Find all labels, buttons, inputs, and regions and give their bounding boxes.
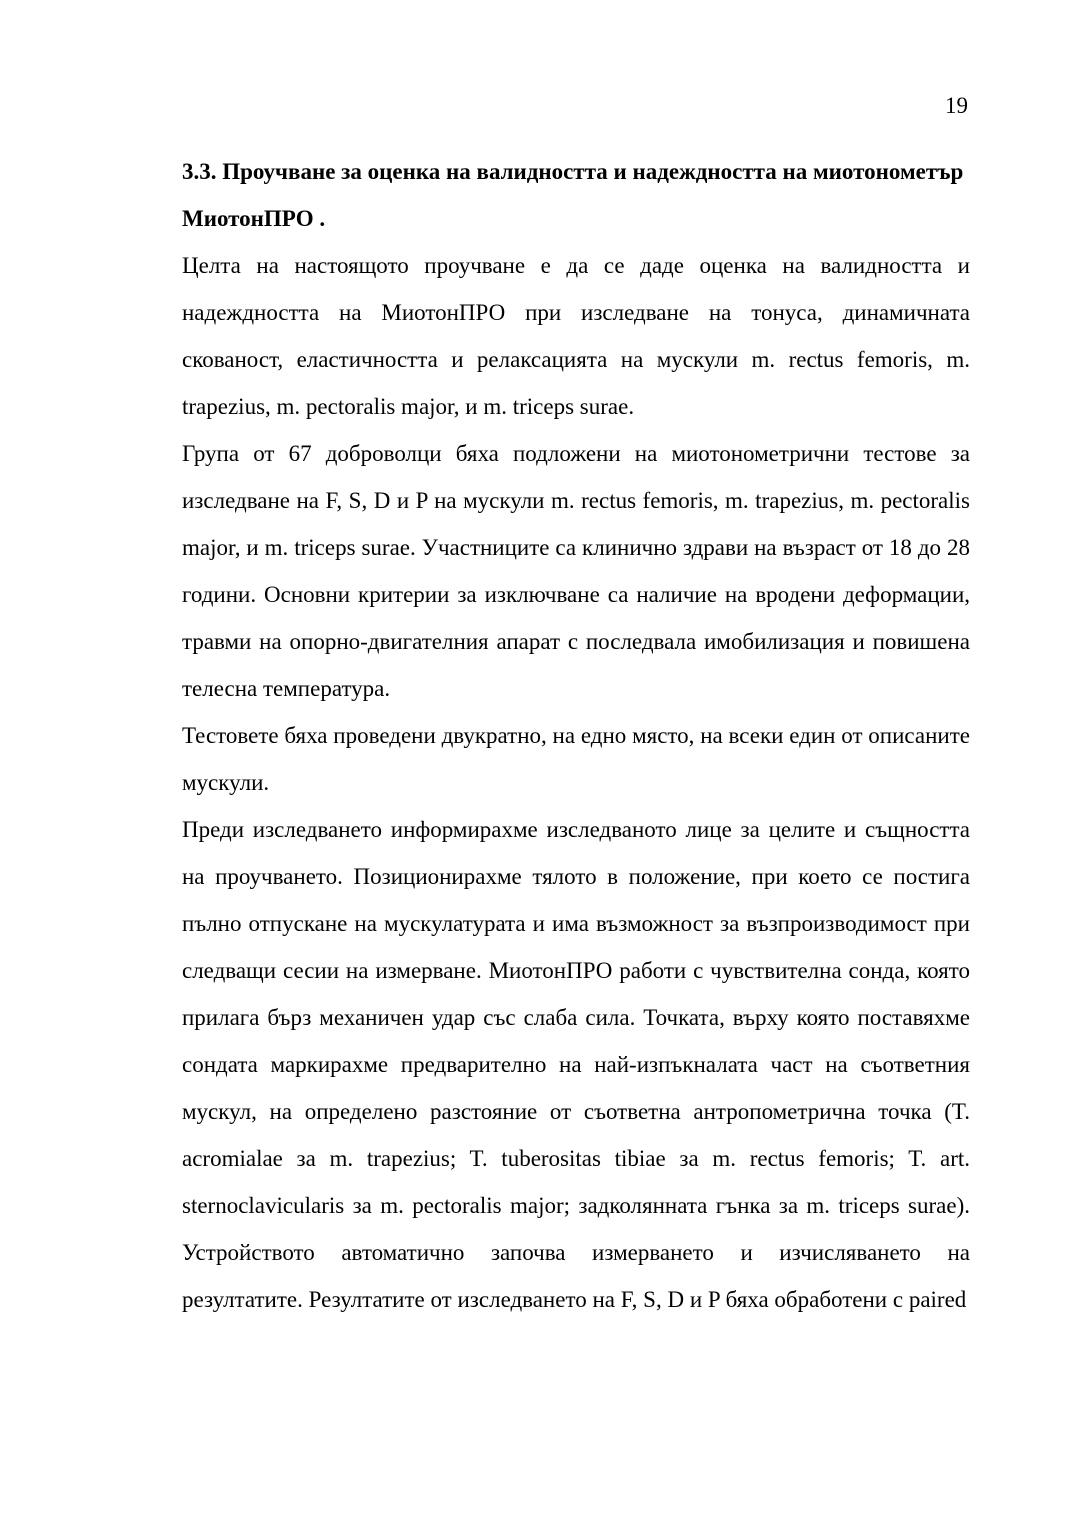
page-number: 19 xyxy=(945,93,968,118)
paragraph-procedure: Преди изследването информирахме изследваното лице за целите и същността на проучването. Позиционирахме тялото в положение, при което се постига пълно отпускане на мускулатурата и има възможност за възпроизводимост при следващи сесии на измерване. МиотонПРО работи с чувствителна сонда, която прилага бърз механичен удар със слаба сила. Точката, върху която поставяхме сондата маркирахме предварително на най-изпъкналата част на съответния мускул, на определено разстояние от съответна антропометрична точка (T. acromialae за m. trapezius; T. tuberositas tibiae за m. rectus femoris; T. art. sternoclavicularis за m. pectoralis major; задколянната гънка за m. triceps surae). Устройството автоматично започва измерването и изчисляването на резултатите. Резултатите от изследването на F, S, D и P бяха обработени с paired xyxy=(182,817,970,1312)
paragraph-study-aim: Целта на настоящото проучване е да се даде оценка на валидността и надеждността на МиотонПРО при изследване на тонуса, динамичната скованост, еластичността и релаксацията на мускули m. rectus femoris, m. trapezius, m. pectoralis major, и m. triceps surae. xyxy=(182,253,970,419)
section-heading: 3.3. Проучване за оценка на валидността и надеждността на миотонометър МиотонПРО . xyxy=(182,159,964,231)
page-content xyxy=(182,148,970,1323)
paragraph-participants: Група от 67 доброволци бяха подложени на миотонометрични тестове за изследване на F, S, D и P на мускули m. rectus femoris, m. trapezius, m. pectoralis major, и m. triceps surae. Участниците са клинично здрави на възраст от 18 до 28 години. Основни критерии за изключване са наличие на вродени деформации, травми на опорно-двигателния апарат с последвала имобилизация и повишена телесна температура. xyxy=(182,441,970,701)
paragraph-test-repetition: Тестовете бяха проведени двукратно, на едно място, на всеки един от описаните мускули. xyxy=(182,723,970,795)
